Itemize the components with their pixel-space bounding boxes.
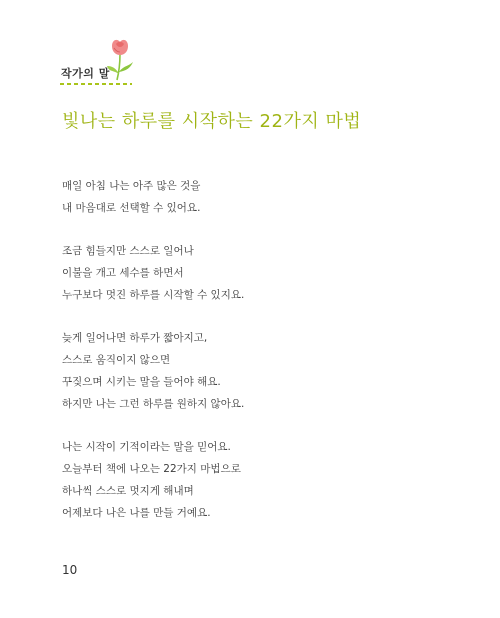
page-title: 빛나는 하루를 시작하는 22가지 마법 bbox=[62, 111, 362, 132]
tulip-icon bbox=[103, 36, 137, 82]
text-line: 하지만 나는 그런 하루를 원하지 않아요. bbox=[62, 398, 245, 410]
text-line: 누구보다 멋진 하루를 시작할 수 있지요. bbox=[62, 289, 245, 301]
section-label: 작가의 말 bbox=[61, 67, 110, 80]
text-line: 하나씩 스스로 멋지게 해내며 bbox=[62, 485, 194, 497]
text-line: 스스로 움직이지 않으면 bbox=[62, 354, 171, 366]
text-line: 어제보다 나은 나를 만들 거예요. bbox=[62, 507, 211, 519]
paragraph-2 bbox=[62, 240, 442, 306]
text-line: 이불을 개고 세수를 하면서 bbox=[62, 267, 184, 279]
paragraph-4 bbox=[62, 436, 442, 524]
text-line: 매일 아침 나는 아주 많은 것을 bbox=[62, 180, 201, 192]
dashed-divider bbox=[60, 83, 132, 85]
body-text bbox=[62, 175, 442, 545]
paragraph-3 bbox=[62, 327, 442, 415]
paragraph-1 bbox=[62, 175, 442, 219]
text-line: 나는 시작이 기적이라는 말을 믿어요. bbox=[62, 441, 231, 453]
text-line: 오늘부터 책에 나오는 22가지 마법으로 bbox=[62, 463, 241, 475]
text-line: 내 마음대로 선택할 수 있어요. bbox=[62, 202, 201, 214]
text-line: 조금 힘들지만 스스로 일어나 bbox=[62, 245, 194, 257]
text-line: 꾸짖으며 시키는 말을 들어야 해요. bbox=[62, 376, 221, 388]
page-number: 10 bbox=[62, 563, 78, 577]
text-line: 늦게 일어나면 하루가 짧아지고, bbox=[62, 332, 208, 344]
